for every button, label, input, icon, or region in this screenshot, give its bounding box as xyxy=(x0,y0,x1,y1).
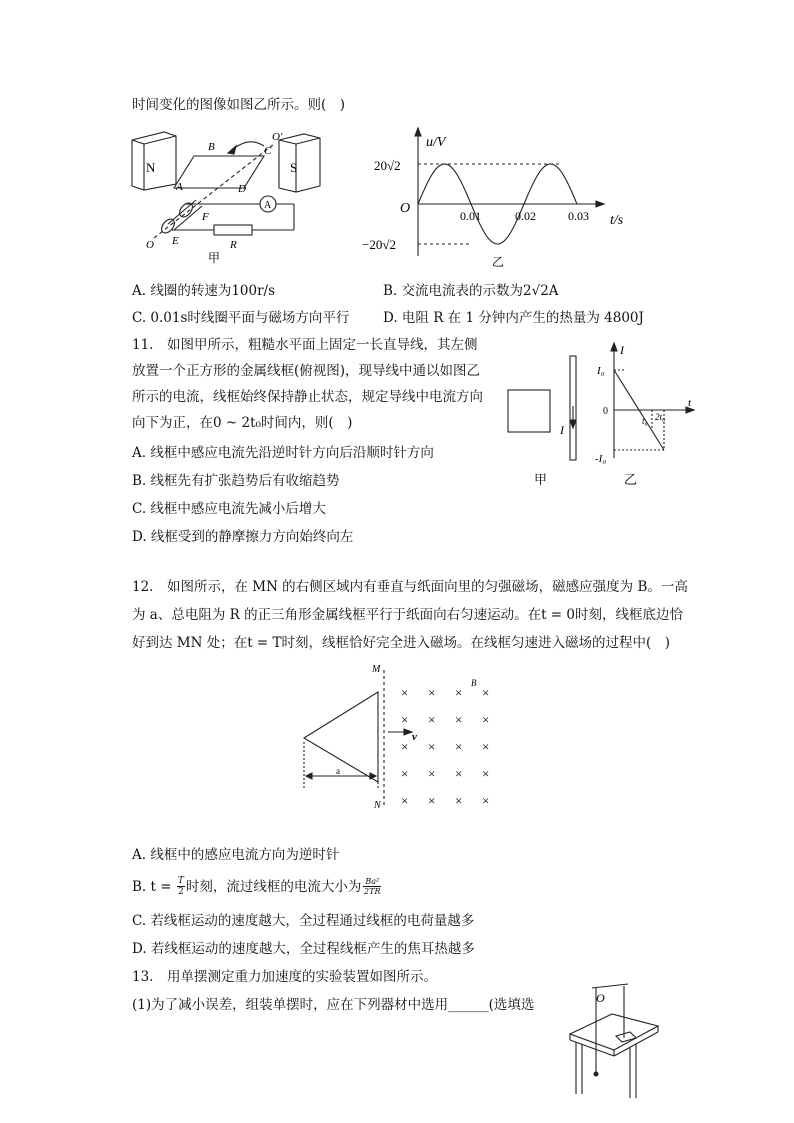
graph-i-label: I xyxy=(620,343,624,357)
ymin-label: −20√2 xyxy=(362,237,396,252)
wire-current-label: I xyxy=(560,423,564,437)
q12-option-b xyxy=(132,876,381,897)
y-axis-label: u/V xyxy=(426,135,446,150)
field-cross: × xyxy=(401,739,409,754)
field-cross: × xyxy=(482,793,490,808)
intro-line: 时间变化的图像如图乙所示。则( ) xyxy=(132,97,346,113)
origin-label: O xyxy=(400,201,411,216)
field-cross: × xyxy=(401,793,409,808)
fraction-t-over-2 xyxy=(177,876,185,897)
field-cross: × xyxy=(482,712,490,727)
2t0-label: 2t₀ xyxy=(655,412,666,422)
caption-jia: 甲 xyxy=(208,251,221,265)
field-cross: × xyxy=(428,739,436,754)
caption-yi: 乙 xyxy=(492,255,505,269)
label-Oprime: O' xyxy=(272,131,283,143)
label-E: E xyxy=(172,235,179,247)
field-cross: × xyxy=(455,712,463,727)
t0-label: t₀ xyxy=(642,416,648,426)
q11-option-a: A. 线框中感应电流先沿逆时针方向后沿顺时针方向 xyxy=(132,445,434,461)
field-cross: × xyxy=(401,766,409,781)
stand-base xyxy=(616,1032,636,1042)
q11-line-4: 向下为正，在0 ~ 2t₀时间内，则( ) xyxy=(132,415,353,431)
field-cross: × xyxy=(482,739,490,754)
fraction-current xyxy=(363,877,381,896)
field-cross: × xyxy=(482,685,490,700)
neg-i0-label: -I₀ xyxy=(595,453,607,465)
label-B: B xyxy=(208,141,215,153)
label-S: S xyxy=(290,160,298,175)
ammeter-label: A xyxy=(264,200,272,211)
q12-option-c: C. 若线框运动的速度越大，全过程通过线框的电荷量越多 xyxy=(132,913,475,929)
field-cross: × xyxy=(428,712,436,727)
label-M: M xyxy=(372,664,381,675)
field-cross: × xyxy=(401,685,409,700)
field-cross: × xyxy=(428,766,436,781)
q12-line-2: 为 a、总电阻为 R 的正三角形金属线框平行于纸面向右匀速运动。在t = 0时刻，线框底边恰 xyxy=(132,607,683,623)
q13-line-2: (1)为了减小误差，组装单摆时，应在下列器材中选用______(选填选 xyxy=(132,997,535,1013)
label-C: C xyxy=(264,145,272,157)
label-a: a xyxy=(336,766,340,776)
i0-label: I₀ xyxy=(597,365,605,377)
q13-line-1: 13. 用单摆测定重力加速度的实验装置如图所示。 xyxy=(132,969,437,985)
res-den: 2TR xyxy=(364,887,381,896)
frac-den: 2 xyxy=(177,887,184,897)
label-N: N xyxy=(146,160,156,175)
q10-option-c: C. 0.01s时线圈平面与磁场方向平行 xyxy=(132,310,350,326)
q11-line-3: 所示的电流，线框始终保持静止状态，规定导线中电流方向 xyxy=(132,389,483,405)
field-cross: × xyxy=(428,793,436,808)
label-O: O xyxy=(146,239,154,251)
sine-graph xyxy=(360,124,640,270)
field-cross: × xyxy=(401,712,409,727)
optb-middle: 时刻，流过线框的电流大小为 xyxy=(185,878,362,895)
field-cross: × xyxy=(455,739,463,754)
q10-option-a: A. 线圈的转速为100r/s xyxy=(132,283,276,299)
label-R: R xyxy=(230,239,237,251)
q12-line-3: 好到达 MN 处；在t = T时刻，线框恰好完全进入磁场。在线框匀速进入磁场的过程中( ) xyxy=(132,635,671,651)
label-B-field: B xyxy=(471,678,477,688)
q11-caption-yi: 乙 xyxy=(624,472,638,487)
q11-option-d: D. 线框受到的静摩擦力方向始终向左 xyxy=(132,529,354,545)
magnetic-field-crosses xyxy=(401,685,489,808)
label-D: D xyxy=(238,183,246,195)
tick-2: 0.02 xyxy=(515,209,536,223)
generator-figure xyxy=(124,126,339,266)
field-cross: × xyxy=(455,793,463,808)
triangle-frame xyxy=(304,692,378,782)
field-cross: × xyxy=(455,766,463,781)
q11-option-b: B. 线框先有扩张趋势后有收缩趋势 xyxy=(132,473,340,489)
field-cross: × xyxy=(428,685,436,700)
q11-line-2: 放置一个正方形的金属线框(俯视图)，现导线中通以如图乙 xyxy=(132,363,481,379)
t-label: t xyxy=(688,397,692,409)
q11-caption-jia: 甲 xyxy=(534,472,548,487)
q11-line-1: 11. 如图甲所示，粗糙水平面上固定一长直导线，其左侧 xyxy=(132,337,478,353)
label-A: A xyxy=(176,181,183,193)
frac-num: T xyxy=(177,876,184,886)
square-frame xyxy=(508,390,550,432)
q10-option-d: D. 电阻 R 在 1 分钟内产生的热量为 4800J xyxy=(383,310,644,326)
pivot-label: O xyxy=(596,991,605,1005)
optb-prefix: B. t = xyxy=(132,878,176,895)
q12-line-1: 12. 如图所示，在 MN 的右侧区域内有垂直与纸面向里的匀强磁场，磁感应强度为 B。一高 xyxy=(132,579,688,595)
q11-figure xyxy=(500,340,700,492)
ymax-label: 20√2 xyxy=(374,158,401,173)
field-cross: × xyxy=(482,766,490,781)
q10-option-b: B. 交流电流表的示数为2√2A xyxy=(383,283,559,299)
tick-3: 0.03 xyxy=(568,209,589,223)
pendulum-figure xyxy=(562,976,666,1100)
pendulum-bob xyxy=(594,1072,599,1077)
label-F: F xyxy=(202,211,209,223)
q11-option-c: C. 线框中感应电流先减小后增大 xyxy=(132,501,326,517)
q12-option-a: A. 线框中的感应电流方向为逆时针 xyxy=(132,847,340,863)
res-num: Ba² xyxy=(365,877,380,886)
q12-option-d: D. 若线框运动的速度越大，全过程线框产生的焦耳热越多 xyxy=(132,941,475,957)
x-axis-label: t/s xyxy=(610,213,624,228)
field-cross: × xyxy=(455,685,463,700)
tick-1: 0.01 xyxy=(460,209,481,223)
label-N-boundary: N xyxy=(374,800,381,811)
zero-label: 0 xyxy=(603,406,608,417)
label-velocity: v xyxy=(412,731,417,743)
q12-figure xyxy=(296,660,506,816)
